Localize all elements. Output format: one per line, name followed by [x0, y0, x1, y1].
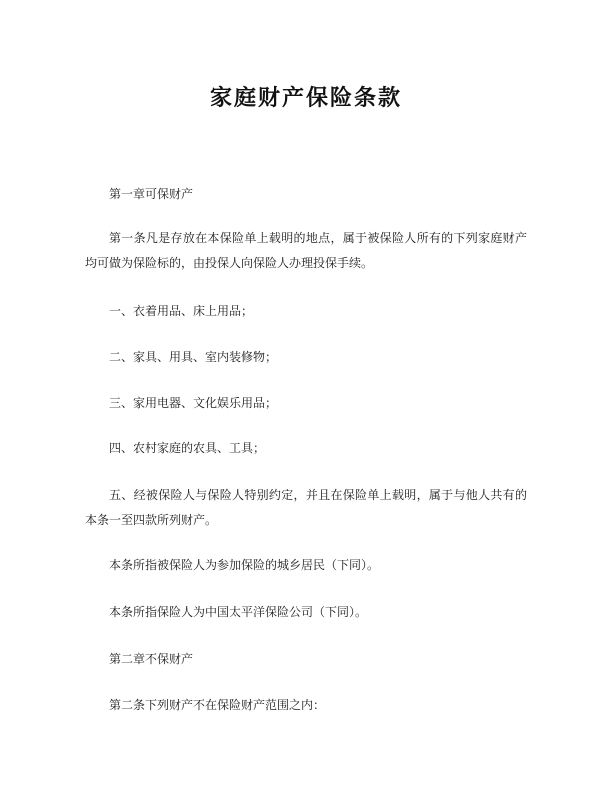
insurer-definition: 本条所指保险人为中国太平洋保险公司（下同）。 — [109, 605, 368, 619]
insurable-item-4: 四、农村家庭的农具、工具； — [109, 441, 266, 455]
article-2-text: 第二条下列财产不在保险财产范围之内： — [109, 698, 326, 712]
insured-definition: 本条所指被保险人为参加保险的城乡居民（下同）。 — [109, 558, 380, 572]
insurable-item-5: 五、经被保险人与保险人特别约定，并且在保险单上载明，属于与他人共有的本条一至四款所列财产。 — [85, 488, 527, 527]
document-title: 家庭财产保险条款 — [209, 84, 402, 110]
chapter-1-heading: 第一章可保财产 — [109, 187, 194, 201]
insurable-item-3: 三、家用电器、文化娱乐用品； — [109, 396, 278, 410]
chapter-2-heading: 第二章不保财产 — [109, 652, 194, 666]
insurable-item-2: 二、家具、用具、室内装修物； — [109, 350, 278, 364]
article-1-text: 第一条凡是存放在本保险单上载明的地点，属于被保险人所有的下列家庭财产均可做为保险标的，由投保人向保险人办理投保手续。 — [85, 231, 527, 270]
insurable-item-1: 一、衣着用品、床上用品； — [109, 304, 254, 318]
